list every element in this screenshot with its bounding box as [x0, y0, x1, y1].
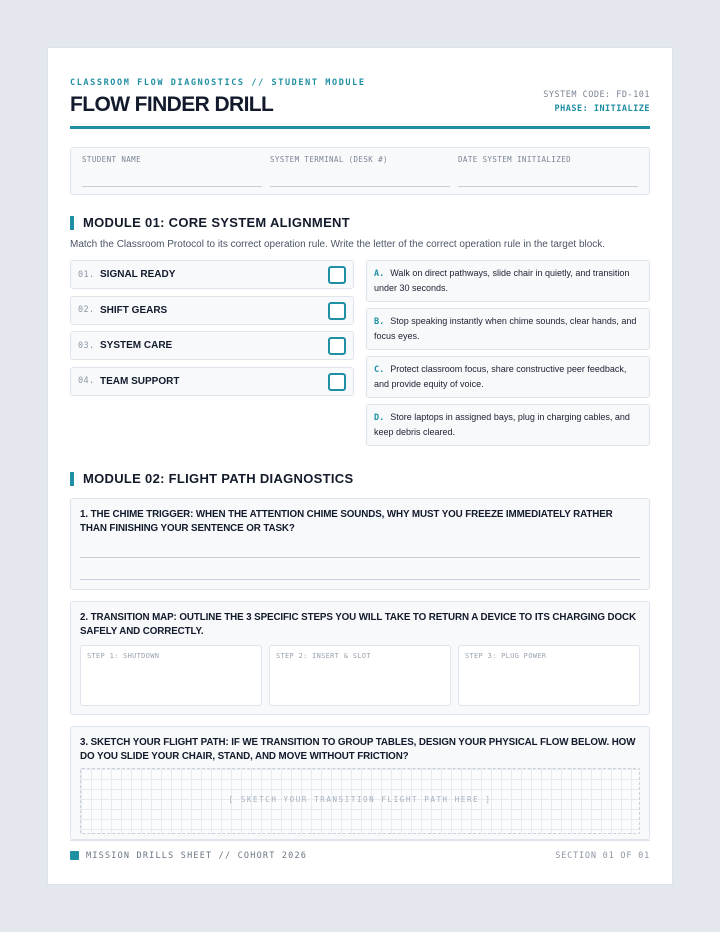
student-name-line[interactable] [82, 186, 262, 187]
module-01-instructions: Match the Classroom Protocol to its correct operation rule. Write the letter of the correct operation rule in the target block. [70, 239, 606, 250]
question-1-box [70, 498, 650, 590]
page-footer [70, 840, 650, 870]
page-title: FLOW FINDER DRILL [70, 93, 274, 116]
step-2-box[interactable] [269, 645, 451, 706]
protocol-list [70, 260, 354, 452]
protocol-label: SYSTEM CARE [100, 340, 173, 351]
step-1-box[interactable] [80, 645, 262, 706]
step-boxes [80, 645, 640, 706]
protocol-label: SHIFT GEARS [100, 304, 168, 316]
answer-line[interactable] [80, 557, 640, 558]
answer-target-box[interactable] [328, 302, 346, 320]
desk-number-label: SYSTEM TERMINAL (DESK #) [270, 155, 388, 164]
operation-rule [366, 260, 650, 302]
protocol-item [70, 367, 354, 396]
answer-target-box[interactable] [328, 373, 346, 391]
protocol-label: SIGNAL READY [100, 269, 176, 280]
student-name-field[interactable] [82, 148, 262, 194]
student-name-label: STUDENT NAME [82, 155, 141, 164]
question-3-text: 3. SKETCH YOUR FLIGHT PATH: IF WE TRANSITION TO GROUP TABLES, DESIGN YOUR PHYSICAL FLOW BELOW. HOW DO YOU SLIDE YOUR CHAIR, STAND, AND MOVE WITHOUT FRICTION? [80, 737, 636, 762]
protocol-number: 03. [78, 340, 95, 351]
student-info-block [70, 147, 650, 195]
rule-text: Stop speaking instantly when chime sounds, clear hands, and focus eyes. [374, 316, 637, 341]
protocol-number: 01. [78, 269, 95, 280]
sketch-area[interactable] [80, 768, 640, 834]
rule-letter: D. [374, 413, 385, 423]
rule-text: Protect classroom focus, share constructive peer feedback, and provide equity of voice. [374, 364, 627, 389]
question-1-text: 1. THE CHIME TRIGGER: WHEN THE ATTENTION CHIME SOUNDS, WHY MUST YOU FREEZE IMMEDIATELY RATHER THAN FINISHING YOUR SENTENCE OR TASK? [80, 509, 613, 534]
system-code: SYSTEM CODE: FD-101 [543, 90, 650, 100]
operation-rule [366, 404, 650, 446]
section-indicator: SECTION 01 OF 01 [555, 851, 650, 861]
phase-label: PHASE: INITIALIZE [554, 104, 650, 114]
header-divider [70, 126, 650, 129]
question-2-text: 2. TRANSITION MAP: OUTLINE THE 3 SPECIFIC STEPS YOU WILL TAKE TO RETURN A DEVICE TO ITS CHARGING DOCK SAFELY AND CORRECTLY. [80, 612, 636, 637]
step-2-label: STEP 2: INSERT & SLOT [276, 652, 371, 660]
protocol-number: 04. [78, 376, 95, 386]
answer-target-box[interactable] [328, 266, 346, 284]
protocol-label: TEAM SUPPORT [100, 375, 180, 387]
question-2-box [70, 601, 650, 715]
operation-rules-list [366, 260, 650, 452]
footer-square-icon [70, 851, 79, 860]
step-3-box[interactable] [458, 645, 640, 706]
step-3-label: STEP 3: PLUG POWER [465, 652, 547, 660]
answer-target-box[interactable] [328, 337, 346, 355]
rule-letter: C. [374, 365, 385, 375]
date-label: DATE SYSTEM INITIALIZED [458, 155, 572, 164]
step-1-label: STEP 1: SHUTDOWN [87, 652, 160, 660]
protocol-item [70, 260, 354, 289]
protocol-item [70, 296, 354, 325]
protocol-item [70, 331, 354, 360]
rule-text: Walk on direct pathways, slide chair in quietly, and transition under 30 seconds. [374, 268, 630, 293]
date-field[interactable] [458, 148, 638, 194]
date-line[interactable] [458, 186, 638, 187]
rule-letter: A. [374, 269, 385, 279]
worksheet-page [48, 48, 672, 884]
desk-number-line[interactable] [270, 186, 450, 187]
module-02-title: MODULE 02: FLIGHT PATH DIAGNOSTICS [70, 472, 650, 486]
rule-text: Store laptops in assigned bays, plug in charging cables, and keep debris cleared. [374, 412, 630, 437]
eyebrow-label: CLASSROOM FLOW DIAGNOSTICS // STUDENT MODULE [70, 78, 366, 88]
operation-rule [366, 308, 650, 350]
desk-number-field[interactable] [270, 148, 450, 194]
rule-letter: B. [374, 317, 385, 327]
footer-label: MISSION DRILLS SHEET // COHORT 2026 [86, 851, 308, 861]
worksheet-header [70, 78, 650, 126]
protocol-number: 02. [78, 305, 95, 315]
answer-line[interactable] [80, 579, 640, 580]
operation-rule [366, 356, 650, 398]
matching-section [70, 260, 650, 452]
module-01-title: MODULE 01: CORE SYSTEM ALIGNMENT [70, 216, 650, 230]
sketch-placeholder: [ SKETCH YOUR TRANSITION FLIGHT PATH HERE ] [228, 795, 492, 804]
question-3-box [70, 726, 650, 840]
